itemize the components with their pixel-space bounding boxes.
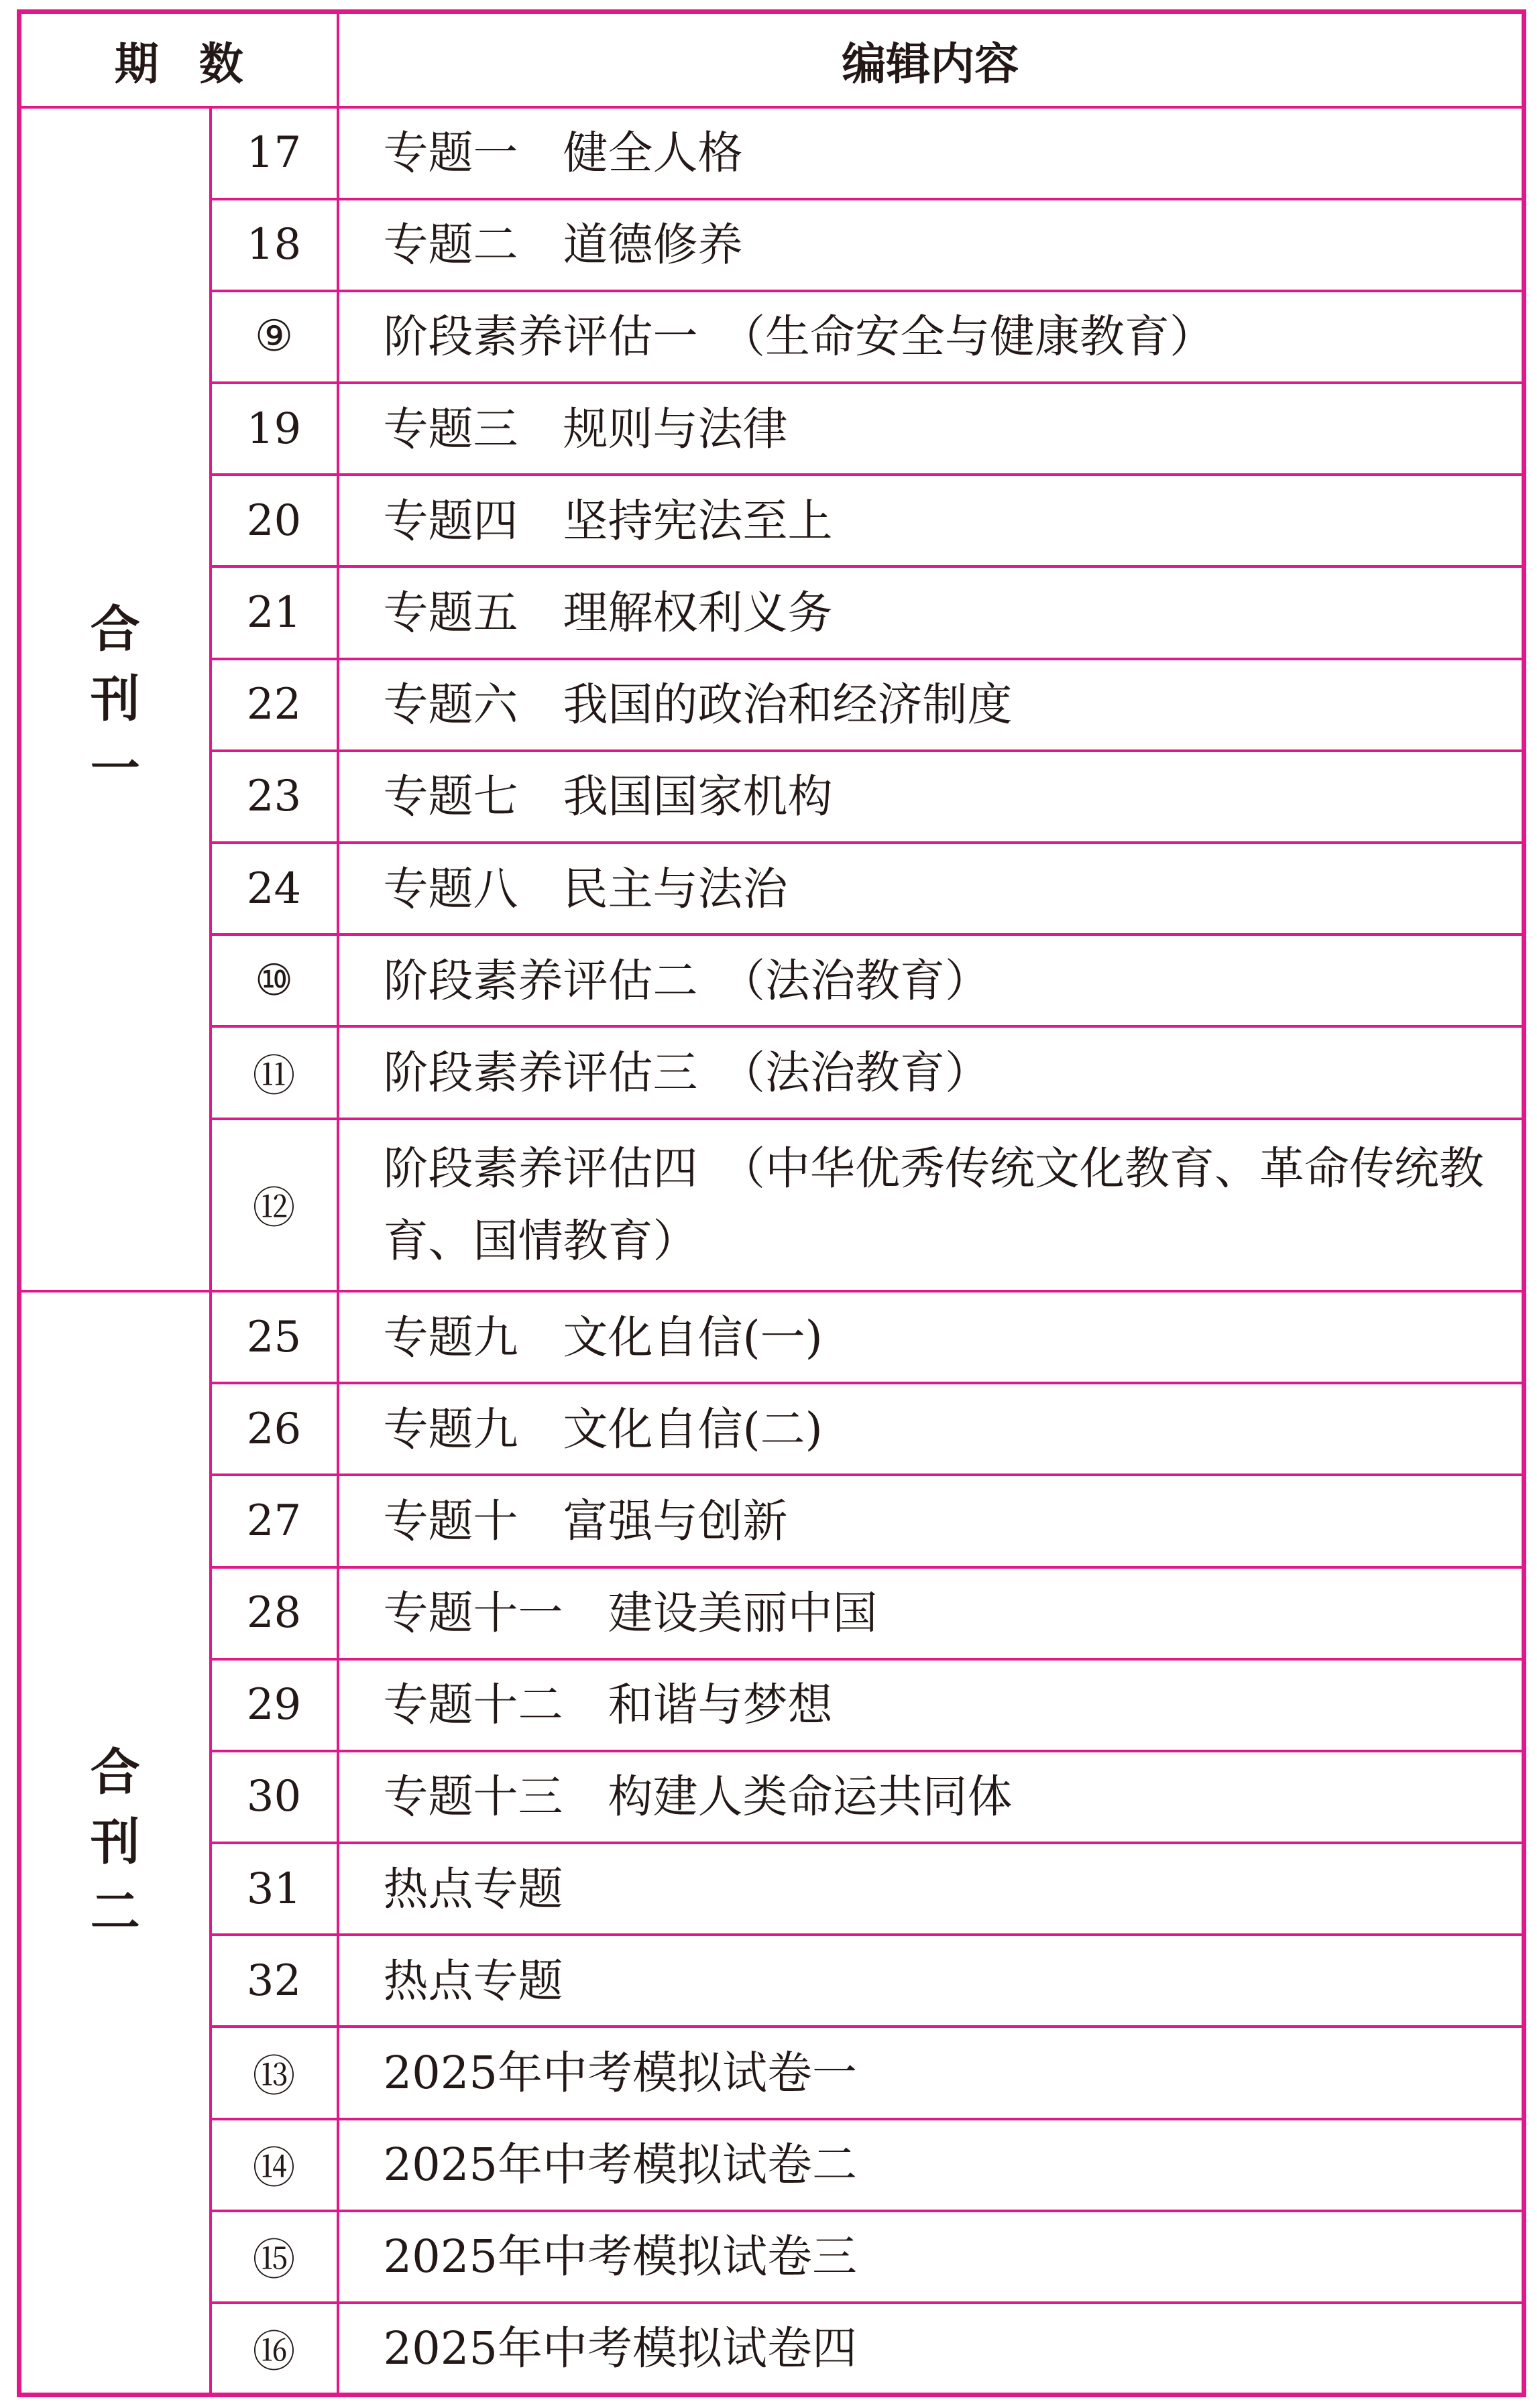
issue-content: 专题五 理解权利义务 [338,566,1524,658]
issue-content: 专题六 我国的政治和经济制度 [338,659,1524,751]
issue-number: 23 [211,751,338,843]
issue-number: 30 [211,1751,338,1843]
issue-content: 专题十 富强与创新 [338,1475,1524,1567]
issue-number: 20 [211,475,338,566]
issue-number: 27 [211,1475,338,1567]
issue-number: ⑮ [211,2211,338,2303]
issue-content: 专题九 文化自信(二) [338,1383,1524,1475]
table-row [19,1291,1524,1383]
table-row [19,1659,1524,1751]
issue-content: 2025年中考模拟试卷三 [338,2211,1524,2303]
table-row [19,2119,1524,2211]
issue-number: 26 [211,1383,338,1475]
issue-number: ⑬ [211,2027,338,2118]
table-row [19,1843,1524,1935]
table-row [19,1567,1524,1659]
issue-number: 18 [211,199,338,291]
table-row [19,935,1524,1026]
issue-content: 专题三 规则与法律 [338,383,1524,475]
issue-number: 24 [211,843,338,935]
table-row [19,751,1524,843]
table-row [19,475,1524,566]
issue-number: ⑩ [211,935,338,1026]
table-row [19,566,1524,658]
table-row [19,2303,1524,2395]
table-row [19,1026,1524,1118]
issue-content: 2025年中考模拟试卷四 [338,2303,1524,2395]
issue-content: 专题九 文化自信(一) [338,1291,1524,1383]
issue-number: ⑫ [211,1119,338,1291]
content-column-header: 编辑内容 [338,12,1524,107]
table-row [19,659,1524,751]
issue-content: 专题一 健全人格 [338,107,1524,199]
issue-content: 2025年中考模拟试卷二 [338,2119,1524,2211]
table-row [19,1383,1524,1475]
issue-content: 阶段素养评估二 （法治教育） [338,935,1524,1026]
table-row [19,1751,1524,1843]
table-row [19,843,1524,935]
table-row [19,1935,1524,2027]
issue-number: 25 [211,1291,338,1383]
table-row [19,2027,1524,2118]
issue-content: 阶段素养评估四 （中华优秀传统文化教育、革命传统教育、国情教育） [338,1119,1524,1291]
issue-number: ⑪ [211,1026,338,1118]
table-row [19,2211,1524,2303]
issue-number: 22 [211,659,338,751]
issue-content: 热点专题 [338,1843,1524,1935]
group-label-1: 合刊一 [19,107,211,1291]
issue-content: 专题四 坚持宪法至上 [338,475,1524,566]
table-row [19,1475,1524,1567]
issue-number: 28 [211,1567,338,1659]
issue-number: ⑭ [211,2119,338,2211]
issue-number: 17 [211,107,338,199]
issue-number: 29 [211,1659,338,1751]
issue-number: 31 [211,1843,338,1935]
issue-number: 19 [211,383,338,475]
table-row [19,383,1524,475]
issue-number: ⑯ [211,2303,338,2395]
issue-content: 专题七 我国国家机构 [338,751,1524,843]
table-row [19,291,1524,383]
issue-content: 阶段素养评估一 （生命安全与健康教育） [338,291,1524,383]
issue-number: ⑨ [211,291,338,383]
table-header-row [19,12,1524,107]
issue-content: 专题十三 构建人类命运共同体 [338,1751,1524,1843]
issue-content: 专题二 道德修养 [338,199,1524,291]
issue-number: 21 [211,566,338,658]
issue-column-header: 期数 [19,12,338,107]
issue-content: 热点专题 [338,1935,1524,2027]
issue-content: 专题十一 建设美丽中国 [338,1567,1524,1659]
table-row [19,199,1524,291]
issue-content: 2025年中考模拟试卷一 [338,2027,1524,2118]
issue-content: 阶段素养评估三 （法治教育） [338,1026,1524,1118]
issue-content: 专题八 民主与法治 [338,843,1524,935]
group-label-2: 合刊二 [19,1291,211,2395]
issue-schedule-table [17,9,1526,2397]
issue-number: 32 [211,1935,338,2027]
table-row [19,107,1524,199]
table-row [19,1119,1524,1291]
issue-content: 专题十二 和谐与梦想 [338,1659,1524,1751]
